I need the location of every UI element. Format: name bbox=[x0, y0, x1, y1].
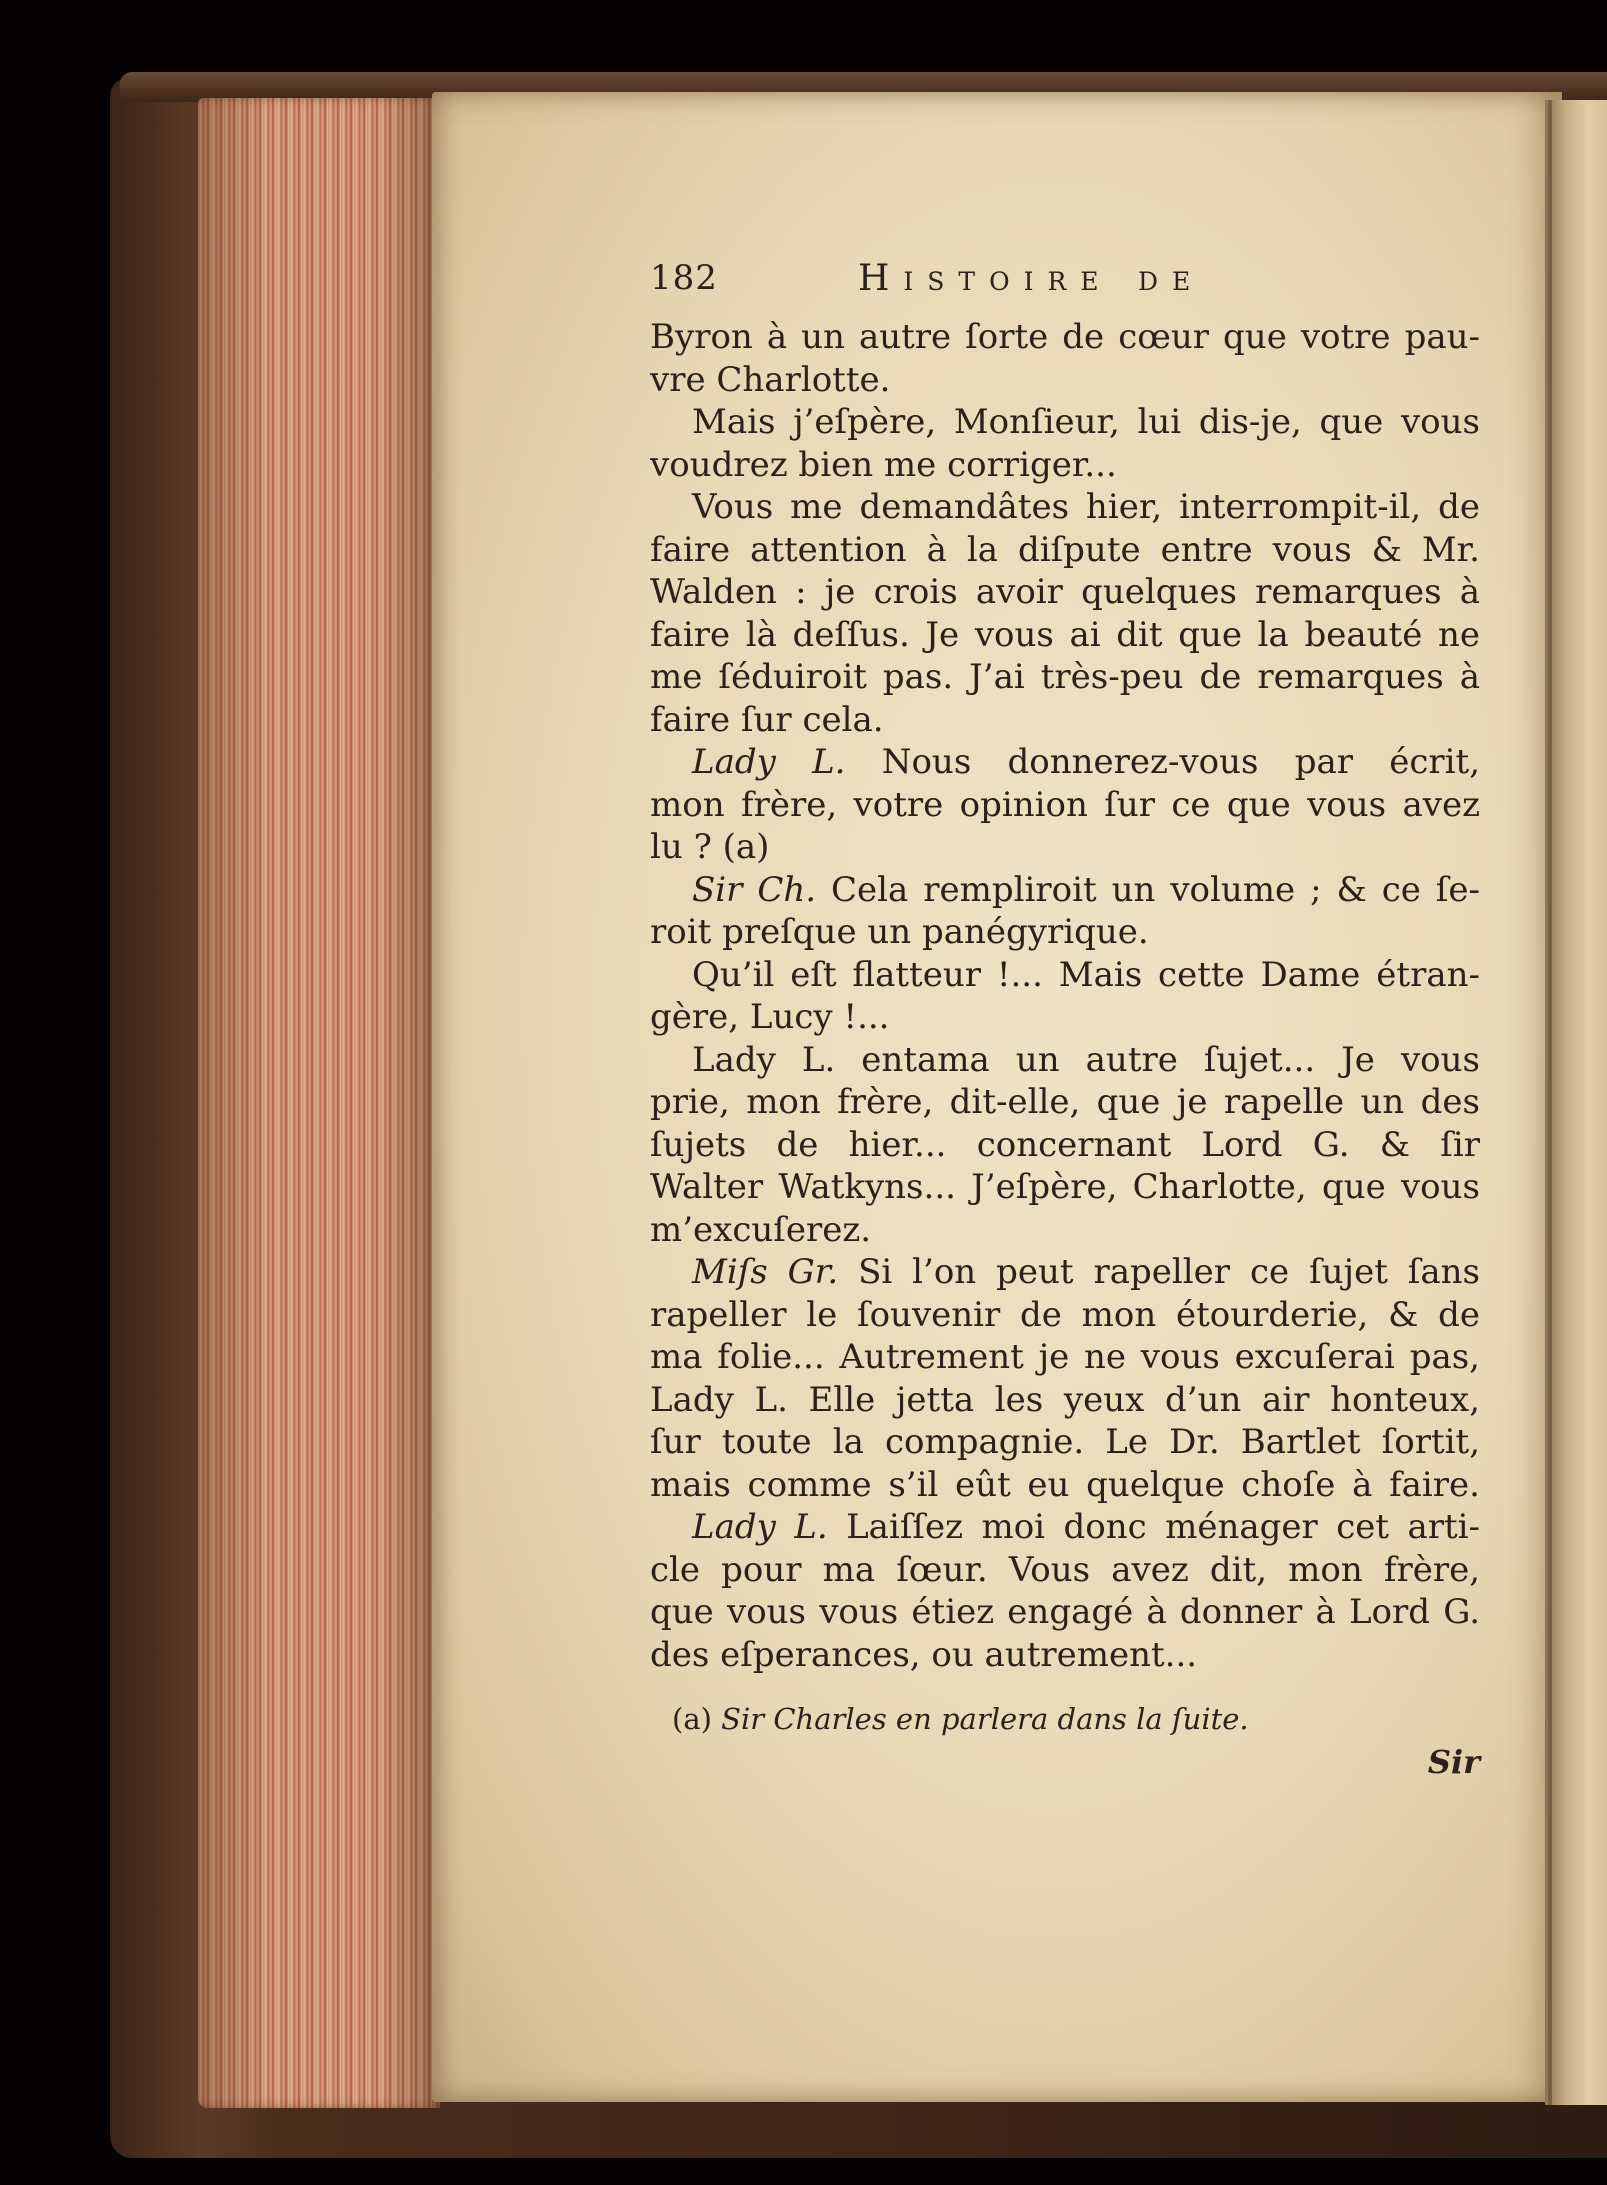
text-line: lu ? (a) bbox=[650, 827, 770, 867]
text-line: des eſperances, ou autrement... bbox=[650, 1634, 1198, 1675]
text-line: voudrez bien me corriger... bbox=[650, 444, 1117, 485]
text-line: Byron à un autre ſorte de cœur que votre pau- bbox=[650, 317, 1480, 357]
text-line: Lady L. Elle jetta les yeux d’un air honteux, bbox=[650, 1379, 1480, 1420]
gutter-shadow bbox=[1548, 100, 1552, 2105]
text-line: Qu’il eſt flatteur !... Mais cette Dame étran- bbox=[692, 954, 1480, 995]
speaker-name: Lady L. bbox=[692, 742, 846, 782]
text-line: Lady L. Nous donnerez-vous par écrit, bbox=[692, 742, 1480, 782]
text-line: me ſéduiroit pas. J’ai très-peu de remarques à bbox=[650, 657, 1480, 697]
page-number: 182 bbox=[650, 258, 718, 298]
text-line: mais comme s’il eût eu quelque choſe à faire. bbox=[650, 1464, 1480, 1505]
text-block bbox=[650, 258, 1480, 1784]
running-head: Histoire de bbox=[858, 258, 1205, 299]
text-line: faire ſur cela. bbox=[650, 699, 884, 740]
text-line: cle pour ma ſœur. Vous avez dit, mon frère, bbox=[650, 1549, 1480, 1590]
text-line: faire attention à la diſpute entre vous & Mr. bbox=[650, 529, 1480, 570]
text-line: Mais j’eſpère, Monſieur, lui dis-je, que vous bbox=[692, 402, 1480, 442]
speaker-name: Sir Ch. bbox=[692, 869, 817, 910]
speaker-name: Lady L. bbox=[692, 1507, 828, 1547]
text-line: que vous vous étiez engagé à donner à Lord G. bbox=[650, 1592, 1480, 1632]
text-line: m’excuſerez. bbox=[650, 1209, 872, 1250]
text-line: ma folie... Autrement je ne vous excuſerai pas, bbox=[650, 1337, 1480, 1377]
text-line: ſur toute la compagnie. Le Dr. Bartlet ſortit, bbox=[650, 1422, 1480, 1462]
text-line: rapeller le ſouvenir de mon étourderie, & de bbox=[650, 1294, 1480, 1335]
text-line: gère, Lucy !... bbox=[650, 997, 890, 1037]
footnote-marker: (a) bbox=[672, 1702, 712, 1736]
text-line: Lady L. entama un autre ſujet... Je vous bbox=[692, 1039, 1480, 1080]
footnote bbox=[650, 1698, 1480, 1740]
text-line: mon frère, votre opinion ſur ce que vous avez bbox=[650, 784, 1480, 825]
body-text bbox=[650, 316, 1480, 1676]
text-line: Sir Ch. Cela rempliroit un volume ; & ce ſe- bbox=[692, 869, 1480, 910]
catchword: Sir bbox=[1427, 1743, 1480, 1781]
text-line: vre Charlotte. bbox=[650, 359, 891, 400]
text-line: faire là deſſus. Je vous ai dit que la beauté ne bbox=[650, 614, 1480, 655]
text-line: prie, mon frère, dit-elle, que je rapelle un des bbox=[650, 1082, 1480, 1122]
text-line: Walter Watkyns... J’eſpère, Charlotte, que vous bbox=[650, 1167, 1480, 1207]
footnote-text: Sir Charles en parlera dans la ſuite. bbox=[721, 1702, 1249, 1736]
text-line: Vous me demandâtes hier, interrompit-il, de bbox=[692, 487, 1480, 527]
text-line: roit preſque un panégyrique. bbox=[650, 912, 1149, 952]
speaker-name: Miſs Gr. bbox=[692, 1252, 839, 1292]
fore-edge-shading bbox=[198, 98, 440, 2108]
text-line: ſujets de hier... concernant Lord G. & ſir bbox=[650, 1124, 1480, 1165]
facing-page-sliver bbox=[1545, 100, 1607, 2105]
text-line: Walden : je crois avoir quelques remarques à bbox=[650, 572, 1480, 612]
page-header bbox=[650, 258, 1480, 316]
text-line: Lady L. Laiſſez moi donc ménager cet arti- bbox=[692, 1507, 1480, 1547]
text-line: Miſs Gr. Si l’on peut rapeller ce ſujet ſans bbox=[692, 1252, 1480, 1292]
